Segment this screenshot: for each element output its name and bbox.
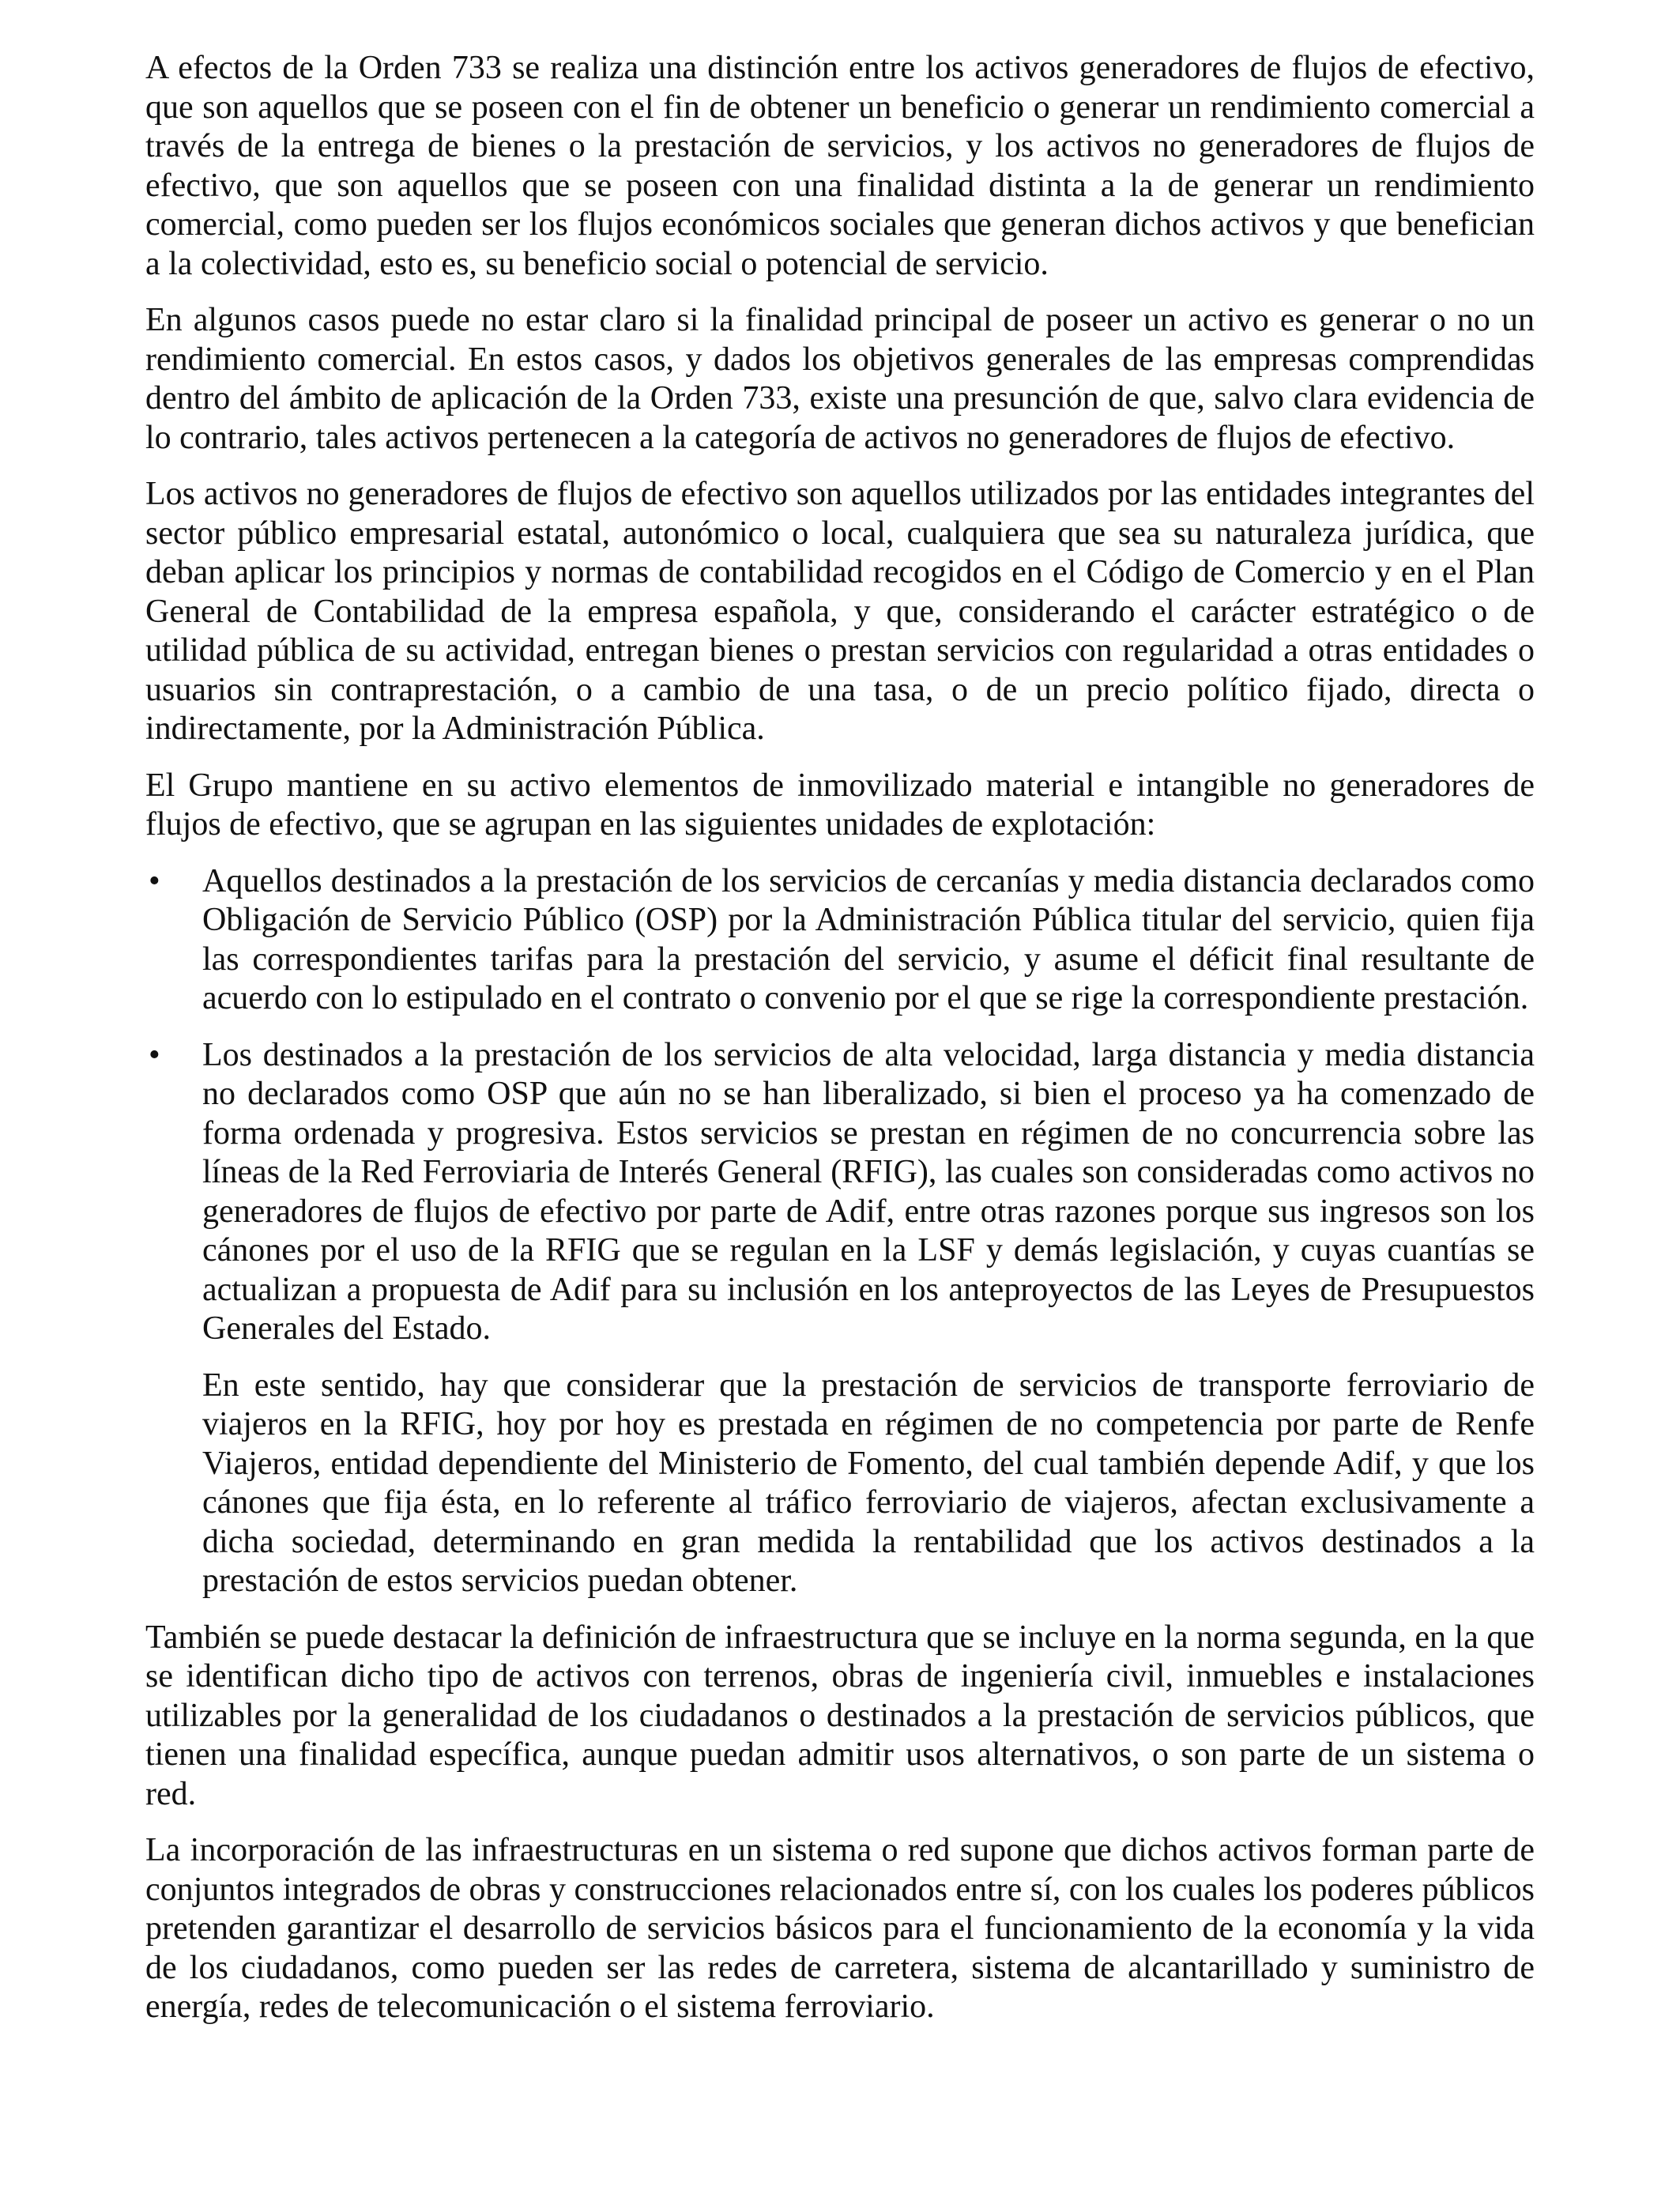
- list-item-text: Aquellos destinados a la prestación de los servicios de cercanías y media distancia declarados como Obligación de Servicio Público (OSP) por la Administración Pública titular del servicio, quien fija las correspondientes tarifas para la prestación del servicio, y asume el déficit final resultante de acuerdo con lo estipulado en el contrato o convenio por el que se rige la correspondiente prestación.: [202, 862, 1535, 1016]
- exploitation-units-list: [145, 862, 1535, 1349]
- paragraph-bullet-continuation: En este sentido, hay que considerar que la prestación de servicios de transporte ferroviario de viajeros en la RFIG, hoy por hoy es prestada en régimen de no competencia por parte de Renfe Viajeros, entidad dependiente del Ministerio de Fomento, del cual también depende Adif, y que los cánones que fija ésta, en lo referente al tráfico ferroviario de viajeros, afectan exclusivamente a dicha sociedad, determinando en gran medida la rentabilidad que los activos destinados a la prestación de estos servicios puedan obtener.: [202, 1367, 1535, 1599]
- paragraph-asset-distinction: A efectos de la Orden 733 se realiza una distinción entre los activos generadores de flujos de efectivo, que son aquellos que se poseen con el fin de obtener un beneficio o generar un rendimiento comercial a través de la entrega de bienes o la prestación de servicios, y los activos no generadores de flujos de efectivo, que son aquellos que se poseen con una finalidad distinta a la de generar un rendimiento comercial, como pueden ser los flujos económicos sociales que generan dichos activos y que benefician a la colectividad, esto es, su beneficio social o potencial de servicio.: [145, 50, 1535, 282]
- list-item-text: Los destinados a la prestación de los servicios de alta velocidad, larga distancia y media distancia no declarados como OSP que aún no se han liberalizado, si bien el proceso ya ha comenzado de forma ordenada y progresiva. Estos servicios se prestan en régimen de no concurrencia sobre las líneas de la Red Ferroviaria de Interés General (RFIG), las cuales son consideradas como activos no generadores de flujos de efectivo por parte de Adif, entre otras razones porque sus ingresos son los cánones por el uso de la RFIG que se regulan en la LSF y demás legislación, y cuyas cuantías se actualizan a propuesta de Adif para su inclusión en los anteproyectos de las Leyes de Presupuestos Generales del Estado.: [202, 1036, 1535, 1347]
- paragraph-non-cash-generating-definition: Los activos no generadores de flujos de efectivo son aquellos utilizados por las entidades integrantes del sector público empresarial estatal, autonómico o local, cualquiera que sea su naturaleza jurídica, que deban aplicar los principios y normas de contabilidad recogidos en el Código de Comercio y en el Plan General de Contabilidad de la empresa española, y que, considerando el carácter estratégico o de utilidad pública de su actividad, entregan bienes o prestan servicios con regularidad a otras entidades o usuarios sin contraprestación, o a cambio de una tasa, o de un precio político fijado, directa o indirectamente, por la Administración Pública.: [145, 476, 1535, 747]
- bullet-icon: •: [149, 862, 160, 899]
- document-page: [145, 49, 1535, 2045]
- paragraph-group-units-intro: El Grupo mantiene en su activo elementos de inmovilizado material e intangible no generadores de flujos de efectivo, que se agrupan en las siguientes unidades de explotación:: [145, 767, 1535, 843]
- paragraph-infrastructure-network: La incorporación de las infraestructuras en un sistema o red supone que dichos activos forman parte de conjuntos integrados de obras y construcciones relacionados entre sí, con los cuales los poderes públicos pretenden garantizar el desarrollo de servicios básicos para el funcionamiento de la economía y la vida de los ciudadanos, como pueden ser las redes de carretera, sistema de alcantarillado y suministro de energía, redes de telecomunicación o el sistema ferroviario.: [145, 1832, 1535, 2025]
- bullet-icon: •: [149, 1036, 160, 1073]
- list-item: [145, 1036, 1535, 1349]
- paragraph-presumption: En algunos casos puede no estar claro si la finalidad principal de poseer un activo es generar o no un rendimiento comercial. En estos casos, y dados los objetivos generales de las empresas comprendidas dentro del ámbito de aplicación de la Orden 733, existe una presunción de que, salvo clara evidencia de lo contrario, tales activos pertenecen a la categoría de activos no generadores de flujos de efectivo.: [145, 302, 1535, 456]
- list-item: [145, 862, 1535, 1019]
- paragraph-infrastructure-definition: También se puede destacar la definición de infraestructura que se incluye en la norma segunda, en la que se identifican dicho tipo de activos con terrenos, obras de ingeniería civil, inmuebles e instalaciones utilizables por la generalidad de los ciudadanos o destinados a la prestación de servicios públicos, que tienen una finalidad específica, aunque puedan admitir usos alternativos, o son parte de un sistema o red.: [145, 1619, 1535, 1812]
